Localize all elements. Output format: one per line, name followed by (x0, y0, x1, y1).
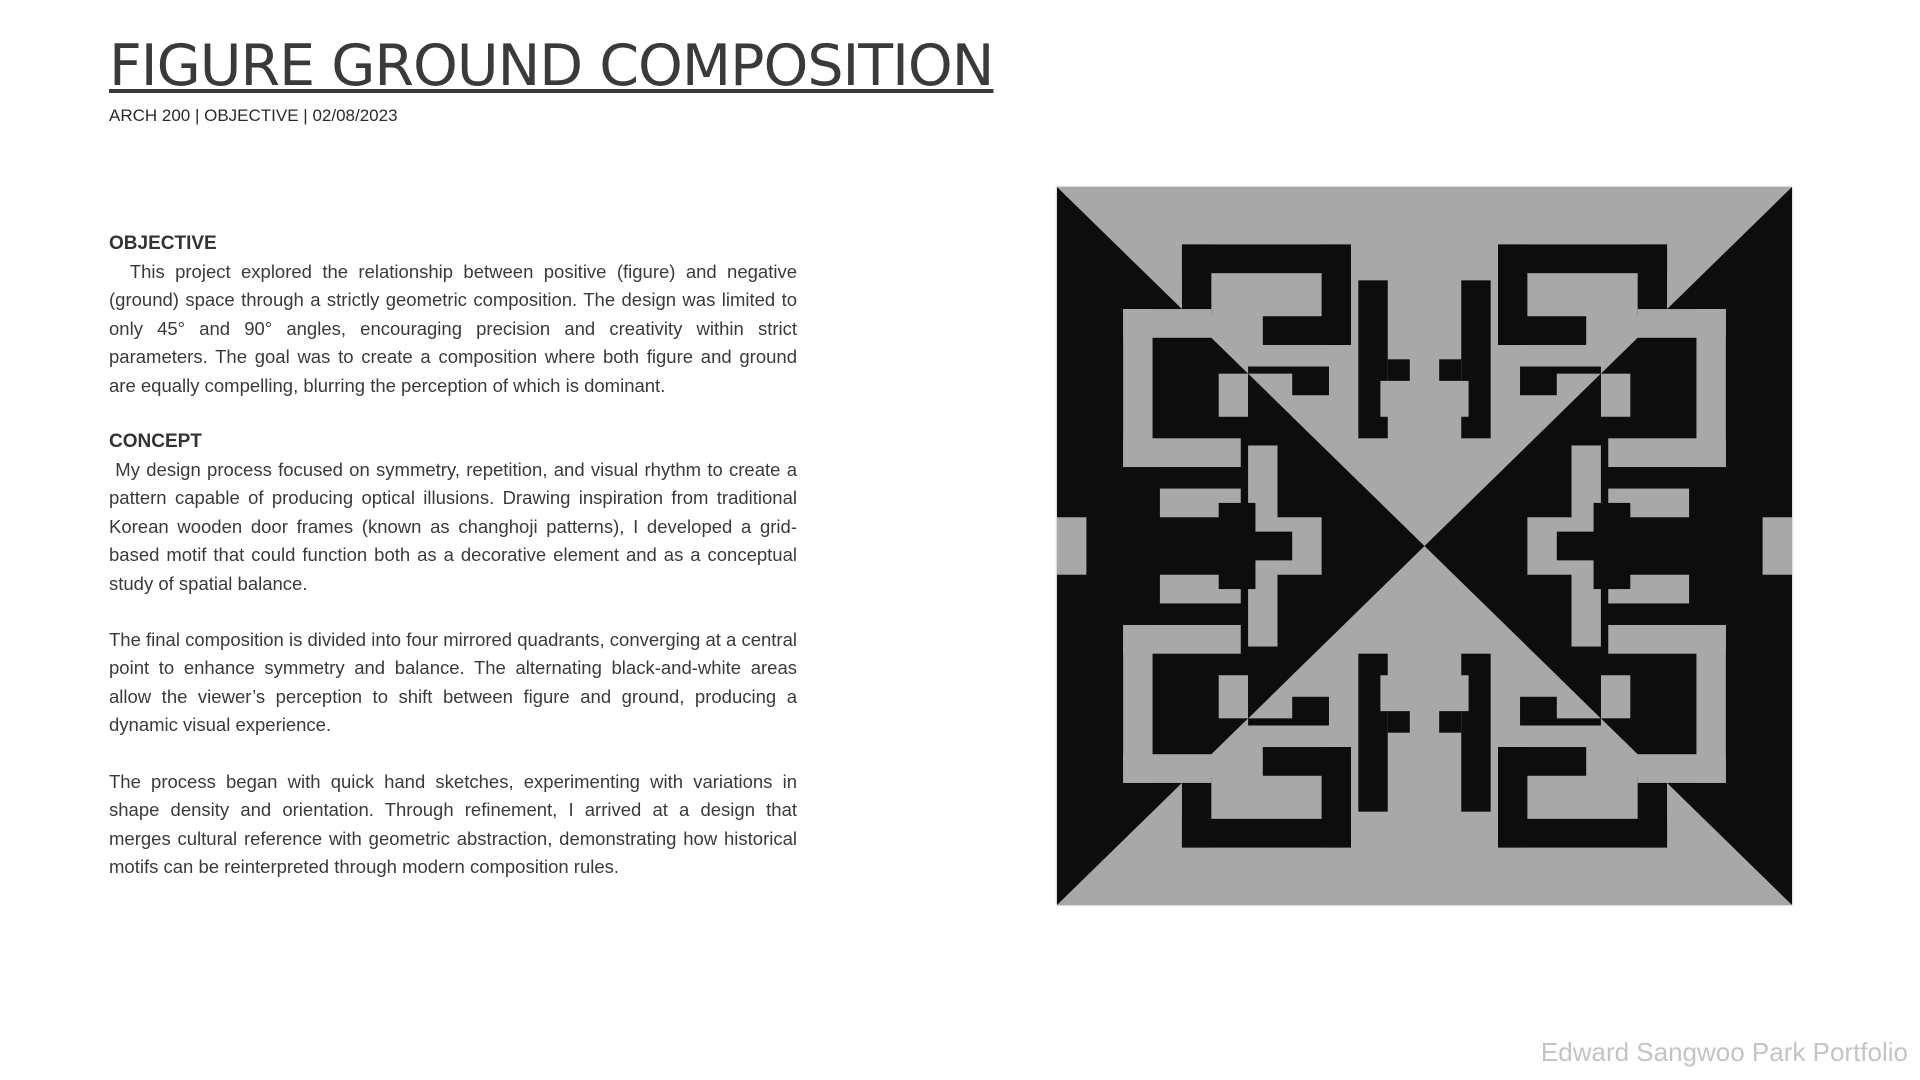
page-title: FIGURE GROUND COMPOSITION (109, 33, 994, 99)
objective-heading: OBJECTIVE (109, 233, 217, 254)
concept-paragraph-2: The final composition is divided into four mirrored quadrants, converging at a central point to enhance symmetry and balance. The alternating black-and-white areas allow the viewer’s perception to shift between figure and ground, producing a dynamic visual experience. (109, 629, 797, 736)
objective-paragraph (109, 258, 797, 400)
concept-heading: CONCEPT (109, 431, 202, 453)
page-subtitle: ARCH 200 | OBJECTIVE | 02/08/2023 (109, 106, 398, 125)
portfolio-footer: Edward Sangwoo Park Portfolio (1540, 1037, 1908, 1067)
concept-paragraph-3: The process began with quick hand sketches, experimenting with variations in shape density and orientation. Through refinement, I arrived at a design that merges cultural reference with geometric abstraction, demonstrating how historical motifs can be reinterpreted through modern composition rules. (109, 770, 797, 877)
figure-ground-artwork (1057, 187, 1792, 905)
artwork-drawing (1057, 187, 1792, 905)
concept-text-1: My design process focused on symmetry, repetition, and visual rhythm to create a pattern capable of producing optical illusions. Drawing inspiration from traditional Korean wooden door frames (known as changhoji patterns), I developed a grid-based motif that could function both as a decorative element and as a conceptual study of spatial balance. (109, 459, 798, 594)
objective-text: This project explored the relationship between positive (figure) and negative (ground) space through a strictly geometric composition. The design was limited to only 45° and 90° angles, encouraging precision and creativity within strict parameters. The goal was to create a composition where both figure and ground are equally compelling, blurring the perception of which is dominant. (109, 261, 797, 396)
concept-paragraph-1 (109, 456, 797, 598)
text-column (109, 230, 797, 881)
